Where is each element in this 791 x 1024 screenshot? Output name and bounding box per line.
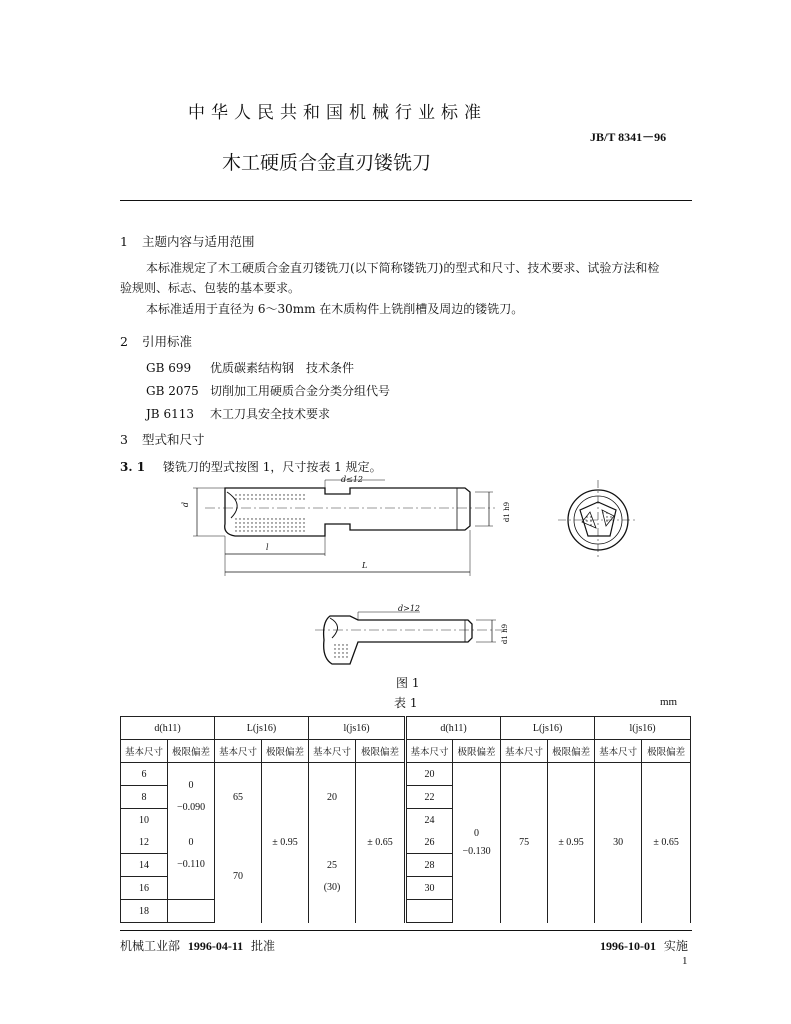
col-group-header: l(js16) bbox=[309, 717, 406, 740]
col-subheader: 基本尺寸 bbox=[309, 740, 356, 763]
table-cell: 30 bbox=[406, 877, 453, 900]
col-subheader: 极限偏差 bbox=[168, 740, 215, 763]
reference-item bbox=[146, 381, 390, 401]
implementation-line bbox=[600, 937, 688, 954]
deviation-upper: 0 bbox=[188, 836, 194, 848]
table-value: 25 bbox=[327, 859, 338, 871]
table-cell: 12 bbox=[121, 831, 168, 854]
dim-label-top-2: d>12 bbox=[398, 604, 421, 613]
table-cell: 20 bbox=[406, 763, 453, 786]
figure-1-large-cutter bbox=[310, 608, 510, 670]
table-cell bbox=[168, 763, 215, 832]
reference-name: 优质碳素结构钢 技术条件 bbox=[210, 361, 355, 375]
reference-code: GB 699 bbox=[146, 361, 192, 375]
table-cell bbox=[406, 900, 453, 923]
table-cell: 8 bbox=[121, 786, 168, 809]
subsection-number: 3. 1 bbox=[120, 460, 146, 474]
page-number: 1 bbox=[682, 955, 688, 967]
table-cell bbox=[168, 877, 215, 900]
col-subheader: 基本尺寸 bbox=[595, 740, 642, 763]
section-2-heading bbox=[120, 332, 192, 350]
footer-rule bbox=[120, 930, 692, 931]
table-cell: 14 bbox=[121, 854, 168, 877]
col-subheader: 基本尺寸 bbox=[501, 740, 548, 763]
implementation-action: 实施 bbox=[663, 939, 688, 953]
dim-label-top: d≤12 bbox=[341, 475, 364, 484]
table-cell: ± 0.65 bbox=[642, 763, 691, 923]
reference-code: GB 2075 bbox=[146, 384, 199, 398]
table-cell bbox=[168, 900, 215, 923]
col-subheader: 基本尺寸 bbox=[121, 740, 168, 763]
table-cell: 70 bbox=[215, 831, 262, 923]
col-group-header: d(h11) bbox=[121, 717, 215, 740]
standard-header: 中华人民共和国机械行业标准 bbox=[188, 103, 487, 123]
dim-label-shank: d1 h9 bbox=[503, 501, 512, 523]
col-group-header: L(js16) bbox=[501, 717, 595, 740]
paragraph-line: 本标准规定了木工硬质合金直刃镂铣刀(以下简称镂铣刀)的型式和尺寸、技术要求、试验方法和检 bbox=[146, 261, 660, 275]
table-cell bbox=[309, 831, 356, 923]
section-3-heading bbox=[120, 430, 204, 448]
reference-item bbox=[146, 358, 354, 378]
table-cell: 28 bbox=[406, 854, 453, 877]
section-title: 主题内容与适用范围 bbox=[141, 234, 255, 249]
table-cell: ± 0.65 bbox=[356, 763, 406, 923]
col-group-header: L(js16) bbox=[215, 717, 309, 740]
header-rule bbox=[120, 200, 692, 201]
col-subheader: 极限偏差 bbox=[356, 740, 406, 763]
table-unit: mm bbox=[660, 696, 678, 708]
table-value: (30) bbox=[323, 881, 341, 893]
implementation-date: 1996-10-01 bbox=[600, 939, 656, 953]
paragraph-line: 本标准适用于直径为 6～30mm 在木质构件上铣削槽及周边的镂铣刀。 bbox=[146, 302, 524, 316]
approval-line bbox=[120, 937, 275, 954]
table-cell: 16 bbox=[121, 877, 168, 900]
document-title: 木工硬质合金直刃镂铣刀 bbox=[222, 152, 432, 174]
col-subheader: 极限偏差 bbox=[642, 740, 691, 763]
reference-name: 切削加工用硬质合金分类分组代号 bbox=[210, 384, 391, 398]
deviation-lower: −0.090 bbox=[176, 802, 206, 813]
figure-1-small-cutter bbox=[175, 474, 535, 584]
section-number: 2 bbox=[120, 334, 128, 349]
dim-label-l: l bbox=[266, 543, 269, 552]
table-cell: 75 bbox=[501, 763, 548, 923]
section-title: 引用标准 bbox=[141, 334, 192, 349]
section-1-heading bbox=[120, 232, 254, 250]
reference-code: JB 6113 bbox=[146, 407, 194, 421]
paragraph-line: 验规则、标志、包装的基本要求。 bbox=[120, 281, 301, 295]
approval-date: 1996-04-11 bbox=[187, 939, 244, 953]
section-title: 型式和尺寸 bbox=[141, 432, 205, 447]
dim-label-L: L bbox=[362, 561, 368, 570]
approval-org: 机械工业部 bbox=[120, 939, 181, 953]
table-cell: 65 bbox=[215, 763, 262, 832]
col-subheader: 极限偏差 bbox=[548, 740, 595, 763]
table-cell: ± 0.95 bbox=[548, 763, 595, 923]
table-cell: 10 bbox=[121, 809, 168, 832]
table-cell: 26 bbox=[406, 831, 453, 854]
deviation-upper: 0 bbox=[188, 780, 194, 791]
deviation-upper: 0 bbox=[474, 827, 480, 839]
col-group-header: d(h11) bbox=[406, 717, 501, 740]
table-cell: 18 bbox=[121, 900, 168, 923]
deviation-lower: −0.130 bbox=[462, 845, 491, 857]
table-cell bbox=[168, 831, 215, 877]
section-number: 3 bbox=[120, 432, 128, 447]
reference-item bbox=[146, 404, 330, 424]
dimension-table bbox=[120, 716, 691, 923]
table-cell: 20 bbox=[309, 763, 356, 832]
table-cell bbox=[453, 763, 501, 923]
table-cell: 22 bbox=[406, 786, 453, 809]
approval-action: 批准 bbox=[251, 939, 276, 953]
col-subheader: 极限偏差 bbox=[262, 740, 309, 763]
col-subheader: 基本尺寸 bbox=[215, 740, 262, 763]
table-caption: 表 1 bbox=[394, 696, 418, 710]
table-cell: 30 bbox=[595, 763, 642, 923]
standard-number: JB/T 8341－96 bbox=[590, 130, 667, 144]
table-cell: 24 bbox=[406, 809, 453, 832]
col-group-header: l(js16) bbox=[595, 717, 691, 740]
figure-caption: 图 1 bbox=[396, 676, 420, 690]
dim-label-d: d bbox=[181, 501, 191, 508]
dim-label-shank-2: d1 h9 bbox=[501, 623, 510, 645]
figure-1-end-view bbox=[558, 480, 638, 560]
subsection-text: 镂铣刀的型式按图 1，尺寸按表 1 规定。 bbox=[162, 460, 382, 474]
col-subheader: 极限偏差 bbox=[453, 740, 501, 763]
section-number: 1 bbox=[120, 234, 128, 249]
col-subheader: 基本尺寸 bbox=[406, 740, 453, 763]
table-cell: ± 0.95 bbox=[262, 763, 309, 923]
reference-name: 木工刀具安全技术要求 bbox=[210, 407, 331, 421]
table-cell: 6 bbox=[121, 763, 168, 786]
deviation-lower: −0.110 bbox=[177, 858, 205, 870]
